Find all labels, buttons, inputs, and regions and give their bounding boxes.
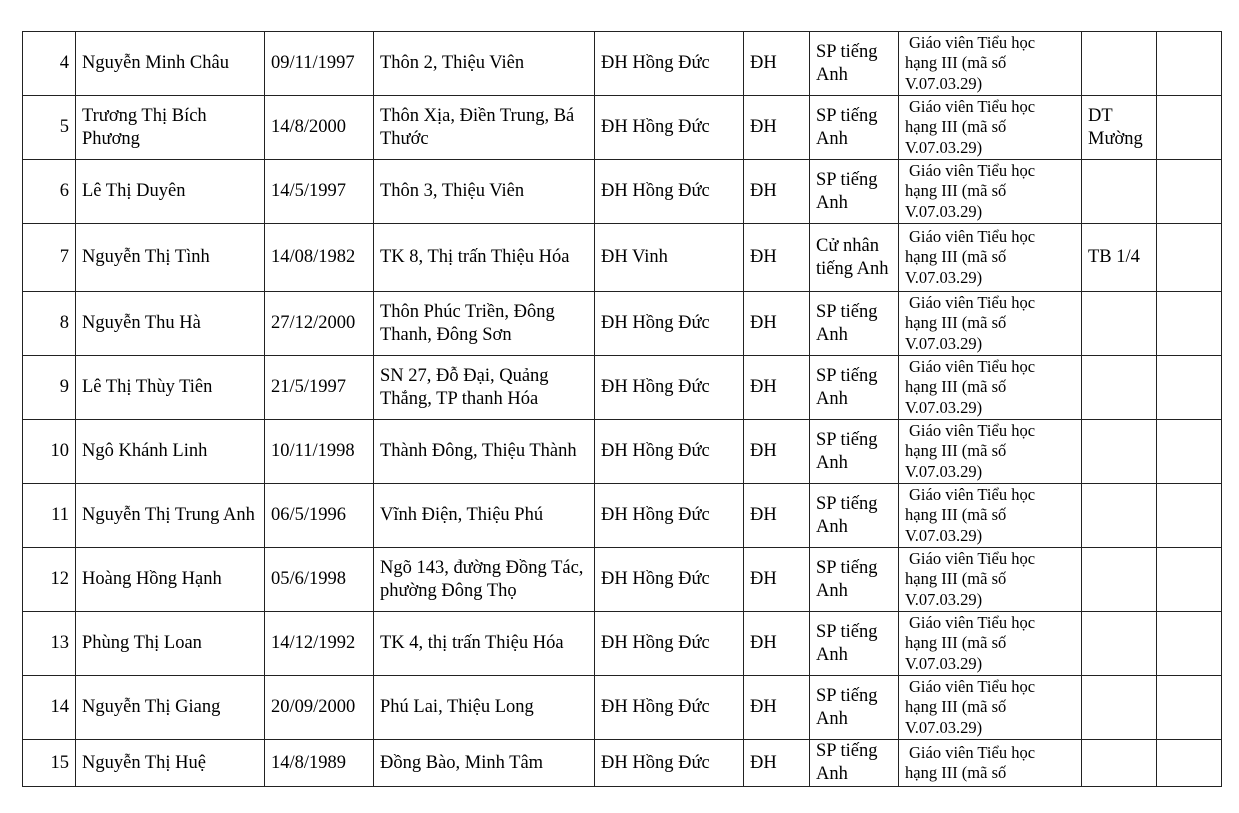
school-cell: ĐH Hồng Đức [595, 548, 744, 612]
degree-level-cell: ĐH [744, 96, 810, 160]
degree-level-cell: ĐH [744, 160, 810, 224]
position-cell [899, 224, 1082, 292]
position-cell [899, 32, 1082, 96]
full-name-cell: Lê Thị Thùy Tiên [76, 356, 265, 420]
table-row [23, 160, 1222, 224]
date-of-birth-cell: 09/11/1997 [265, 32, 374, 96]
position-line: V.07.03.29) [905, 653, 983, 673]
address-cell: Phú Lai, Thiệu Long [374, 676, 595, 740]
date-of-birth-cell: 14/8/1989 [265, 740, 374, 787]
position-line: Giáo viên Tiểu học [909, 226, 1036, 246]
full-name-cell: Nguyễn Thu Hà [76, 292, 265, 356]
row-number: 7 [23, 224, 76, 292]
empty-cell [1157, 292, 1222, 356]
row-number: 8 [23, 292, 76, 356]
position-cell [899, 612, 1082, 676]
note-cell [1082, 420, 1157, 484]
position-line: hạng III (mã số [905, 763, 1007, 782]
empty-cell [1157, 32, 1222, 96]
position-line: Giáo viên Tiểu học [909, 420, 1036, 440]
address-cell: Thành Đông, Thiệu Thành [374, 420, 595, 484]
position-line: Giáo viên Tiểu học [909, 292, 1036, 312]
major-cell: SP tiếng Anh [810, 420, 899, 484]
position-cell [899, 484, 1082, 548]
date-of-birth-cell: 14/12/1992 [265, 612, 374, 676]
position-line: hạng III (mã số [905, 569, 1007, 589]
position-line: hạng III (mã số [905, 313, 1007, 333]
row-number: 13 [23, 612, 76, 676]
position-line: Giáo viên Tiểu học [909, 96, 1036, 116]
address-cell: Đồng Bào, Minh Tâm [374, 740, 595, 787]
position-line: hạng III (mã số [905, 633, 1007, 653]
empty-cell [1157, 612, 1222, 676]
position-line: hạng III (mã số [905, 377, 1007, 397]
position-line: V.07.03.29) [905, 717, 983, 737]
note-cell: TB 1/4 [1082, 224, 1157, 292]
position-cell [899, 292, 1082, 356]
position-cell [899, 96, 1082, 160]
major-cell: SP tiếng Anh [810, 160, 899, 224]
position-line: V.07.03.29) [905, 397, 983, 417]
note-cell [1082, 548, 1157, 612]
position-line: Giáo viên Tiểu học [909, 32, 1036, 52]
full-name-cell: Trương Thị Bích Phương [76, 96, 265, 160]
row-number: 4 [23, 32, 76, 96]
position-line: hạng III (mã số [905, 247, 1007, 267]
position-line: hạng III (mã số [905, 181, 1007, 201]
full-name-cell: Ngô Khánh Linh [76, 420, 265, 484]
table-row [23, 224, 1222, 292]
degree-level-cell: ĐH [744, 612, 810, 676]
address-cell: Thôn Phúc Triền, Đông Thanh, Đông Sơn [374, 292, 595, 356]
position-line: V.07.03.29) [905, 267, 983, 287]
position-line: hạng III (mã số [905, 117, 1007, 137]
date-of-birth-cell: 10/11/1998 [265, 420, 374, 484]
address-cell: Thôn 2, Thiệu Viên [374, 32, 595, 96]
major-cell: SP tiếng Anh [810, 292, 899, 356]
position-line: V.07.03.29) [905, 461, 983, 481]
full-name-cell: Nguyễn Thị Giang [76, 676, 265, 740]
degree-level-cell: ĐH [744, 356, 810, 420]
school-cell: ĐH Hồng Đức [595, 292, 744, 356]
position-cell [899, 740, 1082, 787]
table-row [23, 740, 1222, 787]
date-of-birth-cell: 27/12/2000 [265, 292, 374, 356]
position-line: Giáo viên Tiểu học [909, 548, 1036, 568]
position-line: V.07.03.29) [905, 589, 983, 609]
row-number: 11 [23, 484, 76, 548]
position-cell [899, 420, 1082, 484]
school-cell: ĐH Hồng Đức [595, 32, 744, 96]
position-line: Giáo viên Tiểu học [909, 160, 1036, 180]
position-line: V.07.03.29) [905, 525, 983, 545]
row-number: 5 [23, 96, 76, 160]
table-body [23, 32, 1222, 787]
position-line: V.07.03.29) [905, 201, 983, 221]
date-of-birth-cell: 14/8/2000 [265, 96, 374, 160]
degree-level-cell: ĐH [744, 548, 810, 612]
date-of-birth-cell: 21/5/1997 [265, 356, 374, 420]
table-row [23, 32, 1222, 96]
empty-cell [1157, 484, 1222, 548]
position-line: Giáo viên Tiểu học [909, 356, 1036, 376]
major-cell: SP tiếng Anh [810, 32, 899, 96]
note-cell: DT Mường [1082, 96, 1157, 160]
table-row [23, 420, 1222, 484]
address-cell: TK 4, thị trấn Thiệu Hóa [374, 612, 595, 676]
degree-level-cell: ĐH [744, 740, 810, 787]
note-cell [1082, 292, 1157, 356]
major-cell: Cử nhân tiếng Anh [810, 224, 899, 292]
note-cell [1082, 676, 1157, 740]
row-number: 10 [23, 420, 76, 484]
school-cell: ĐH Hồng Đức [595, 356, 744, 420]
table-row [23, 548, 1222, 612]
full-name-cell: Hoàng Hồng Hạnh [76, 548, 265, 612]
major-cell: SP tiếng Anh [810, 676, 899, 740]
school-cell: ĐH Hồng Đức [595, 96, 744, 160]
empty-cell [1157, 740, 1222, 787]
position-line: V.07.03.29) [905, 333, 983, 353]
position-cell [899, 676, 1082, 740]
row-number: 15 [23, 740, 76, 787]
empty-cell [1157, 96, 1222, 160]
full-name-cell: Nguyễn Thị Trung Anh [76, 484, 265, 548]
degree-level-cell: ĐH [744, 32, 810, 96]
empty-cell [1157, 420, 1222, 484]
position-line: Giáo viên Tiểu học [909, 676, 1036, 696]
address-cell: Ngõ 143, đường Đồng Tác, phường Đông Thọ [374, 548, 595, 612]
address-cell: Thôn Xịa, Điền Trung, Bá Thước [374, 96, 595, 160]
position-line: hạng III (mã số [905, 53, 1007, 73]
row-number: 6 [23, 160, 76, 224]
full-name-cell: Nguyễn Thị Huệ [76, 740, 265, 787]
school-cell: ĐH Hồng Đức [595, 612, 744, 676]
position-line: Giáo viên Tiểu học [909, 484, 1036, 504]
empty-cell [1157, 548, 1222, 612]
empty-cell [1157, 356, 1222, 420]
school-cell: ĐH Hồng Đức [595, 484, 744, 548]
position-line: Giáo viên Tiểu học [909, 612, 1036, 632]
date-of-birth-cell: 14/08/1982 [265, 224, 374, 292]
address-cell: TK 8, Thị trấn Thiệu Hóa [374, 224, 595, 292]
address-cell: Vĩnh Điện, Thiệu Phú [374, 484, 595, 548]
major-cell: SP tiếng Anh [810, 740, 899, 787]
school-cell: ĐH Hồng Đức [595, 676, 744, 740]
note-cell [1082, 160, 1157, 224]
note-cell [1082, 32, 1157, 96]
position-cell [899, 160, 1082, 224]
table-row [23, 676, 1222, 740]
major-cell: SP tiếng Anh [810, 96, 899, 160]
note-cell [1082, 740, 1157, 787]
position-line: hạng III (mã số [905, 505, 1007, 525]
degree-level-cell: ĐH [744, 420, 810, 484]
major-cell: SP tiếng Anh [810, 484, 899, 548]
note-cell [1082, 356, 1157, 420]
full-name-cell: Nguyễn Thị Tình [76, 224, 265, 292]
degree-level-cell: ĐH [744, 484, 810, 548]
row-number: 12 [23, 548, 76, 612]
position-line: hạng III (mã số [905, 697, 1007, 717]
full-name-cell: Lê Thị Duyên [76, 160, 265, 224]
degree-level-cell: ĐH [744, 224, 810, 292]
degree-level-cell: ĐH [744, 676, 810, 740]
major-cell: SP tiếng Anh [810, 612, 899, 676]
position-line: V.07.03.29) [905, 73, 983, 93]
full-name-cell: Phùng Thị Loan [76, 612, 265, 676]
address-cell: SN 27, Đỗ Đại, Quảng Thắng, TP thanh Hóa [374, 356, 595, 420]
table-row [23, 612, 1222, 676]
address-cell: Thôn 3, Thiệu Viên [374, 160, 595, 224]
position-line: Giáo viên Tiểu học [909, 742, 1036, 762]
empty-cell [1157, 160, 1222, 224]
school-cell: ĐH Vinh [595, 224, 744, 292]
row-number: 9 [23, 356, 76, 420]
degree-level-cell: ĐH [744, 292, 810, 356]
date-of-birth-cell: 20/09/2000 [265, 676, 374, 740]
date-of-birth-cell: 14/5/1997 [265, 160, 374, 224]
major-cell: SP tiếng Anh [810, 356, 899, 420]
table-row [23, 356, 1222, 420]
school-cell: ĐH Hồng Đức [595, 740, 744, 787]
note-cell [1082, 612, 1157, 676]
position-cell [899, 548, 1082, 612]
major-cell: SP tiếng Anh [810, 548, 899, 612]
position-line: V.07.03.29) [905, 137, 983, 157]
empty-cell [1157, 676, 1222, 740]
position-line: hạng III (mã số [905, 441, 1007, 461]
school-cell: ĐH Hồng Đức [595, 420, 744, 484]
school-cell: ĐH Hồng Đức [595, 160, 744, 224]
date-of-birth-cell: 06/5/1996 [265, 484, 374, 548]
date-of-birth-cell: 05/6/1998 [265, 548, 374, 612]
document-page [22, 31, 1221, 787]
row-number: 14 [23, 676, 76, 740]
candidate-table [22, 31, 1222, 787]
empty-cell [1157, 224, 1222, 292]
table-row [23, 484, 1222, 548]
table-row [23, 96, 1222, 160]
note-cell [1082, 484, 1157, 548]
table-row [23, 292, 1222, 356]
full-name-cell: Nguyễn Minh Châu [76, 32, 265, 96]
position-cell [899, 356, 1082, 420]
